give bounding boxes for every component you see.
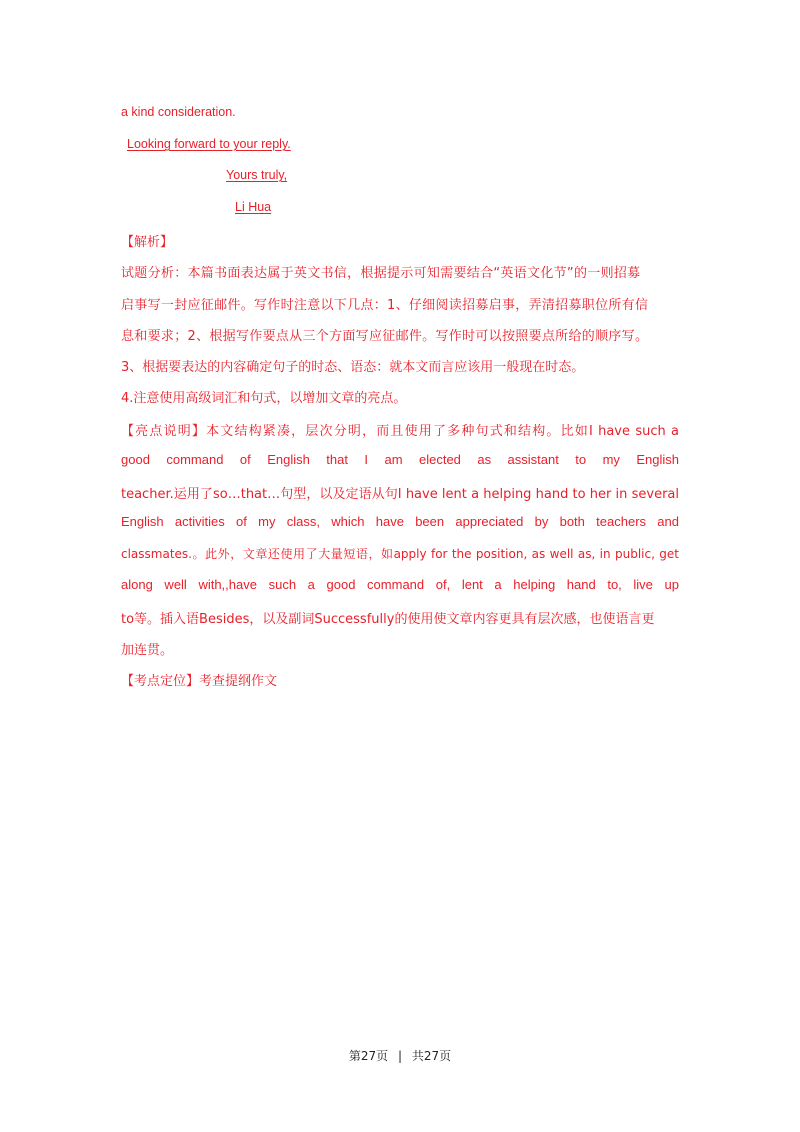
letter-sign-off: Yours truly, [226,168,288,182]
analysis-line-2: 启事写一封应征邮件。写作时注意以下几点：1、仔细阅读招募启事，弄清招募职位所有信 [121,298,649,313]
analysis-line-5: 4.注意使用高级词汇和句式，以增加文章的亮点。 [121,391,407,406]
letter-signature: Li Hua [235,200,272,214]
highlights-line-8: 加连贯。 [121,643,174,658]
letter-look-forward: Looking forward to your reply. [127,137,291,151]
highlights-line-4: English activities of my class, which have been appreciated by both teachers and [121,514,679,529]
analysis-heading: 【解析】 [121,235,174,250]
analysis-line-4: 3、根据要表达的内容确定句子的时态、语态：就本文而言应该用一般现在时态。 [121,360,585,375]
test-point: 【考点定位】考查提纲作文 [121,674,278,689]
highlights-line-6: along well with,,have such a good command of, lent a helping hand to, live up [121,577,679,592]
highlights-line-7: to等。插入语Besides，以及副词Successfully的使用使文章内容更具有层次感，也使语言更 [121,612,655,627]
highlights-line-5: classmates.。此外，文章还使用了大量短语，如apply for the position, as well as, in public, get [121,547,679,561]
analysis-line-3: 息和要求；2、根据写作要点从三个方面写应征邮件。写作时可以按照要点所给的顺序写。 [121,329,649,344]
letter-closing-sentence: a kind consideration. [121,105,236,119]
analysis-line-1: 试题分析：本篇书面表达属于英文书信，根据提示可知需要结合“英语文化节”的一则招募 [121,266,641,281]
highlights-line-2: good command of English that I am elected as assistant to my English [121,452,679,467]
page-current: 第27页 [348,1049,389,1063]
page-footer [0,1047,800,1064]
highlights-line-3: teacher.运用了so…that…句型，以及定语从句I have lent a helping hand to her in several [121,487,679,502]
highlights-line-1: 【亮点说明】本文结构紧凑，层次分明，而且使用了多种句式和结构。比如I have such a [121,424,679,439]
page-total: 共27页 [411,1049,452,1063]
page-separator: | [397,1049,403,1063]
